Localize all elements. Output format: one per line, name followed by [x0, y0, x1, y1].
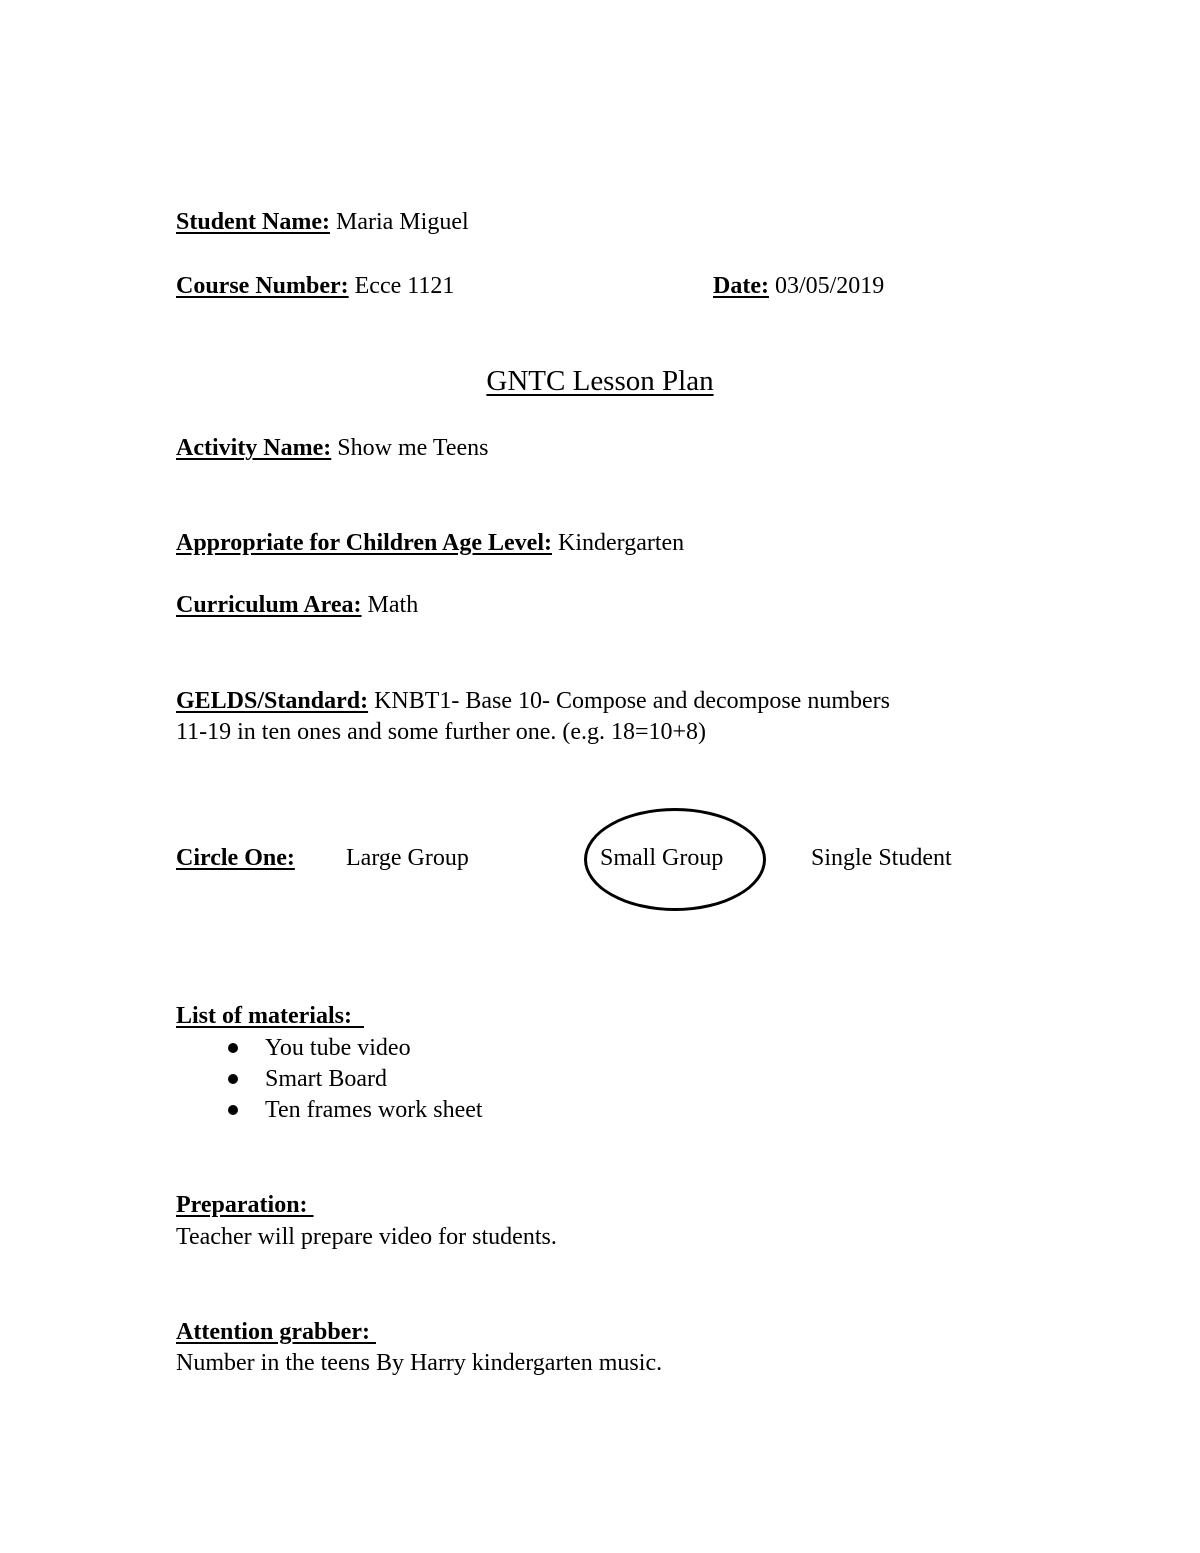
activity-label: Activity Name:: [176, 435, 332, 461]
age-level-value: Kindergarten: [557, 530, 685, 556]
standard-label: GELDS/Standard:: [176, 688, 369, 714]
attention-text: Number in the teens By Harry kindergarten music.: [176, 1350, 663, 1376]
preparation-label: Preparation:: [176, 1192, 314, 1218]
course-number-label: Course Number:: [176, 273, 349, 299]
activity-row: [176, 433, 488, 463]
curriculum-value: Math: [367, 592, 419, 618]
materials-heading: [176, 1001, 364, 1031]
student-name-value: Maria Miguel: [336, 209, 469, 235]
course-number-value: Ecce 1121: [354, 273, 455, 299]
date-value: 03/05/2019: [774, 273, 885, 299]
materials-label: List of materials:: [176, 1003, 364, 1029]
standard-text-line1: KNBT1- Base 10- Compose and decompose numbers: [374, 688, 890, 714]
attention-heading: [176, 1317, 376, 1347]
circle-one-row: [176, 843, 295, 873]
option-small-group: Small Group: [600, 845, 724, 871]
activity-value: Show me Teens: [337, 435, 489, 461]
curriculum-row: [176, 590, 418, 620]
material-item: You tube video: [265, 1035, 411, 1061]
attention-label: Attention grabber:: [176, 1319, 376, 1345]
page-title: [0, 364, 1200, 398]
student-name-label: Student Name:: [176, 209, 330, 235]
standard-continuation: [176, 717, 706, 747]
course-number-row: [176, 271, 454, 301]
curriculum-label: Curriculum Area:: [176, 592, 362, 618]
date-row: [713, 271, 884, 301]
page-title-text: GNTC Lesson Plan: [486, 365, 714, 397]
date-label: Date:: [713, 273, 769, 299]
material-item: Smart Board: [265, 1066, 387, 1092]
material-item: Ten frames work sheet: [265, 1097, 483, 1123]
student-name-row: [176, 207, 469, 237]
preparation-text: Teacher will prepare video for students.: [176, 1224, 557, 1250]
circle-one-label: Circle One:: [176, 845, 295, 871]
age-level-label: Appropriate for Children Age Level:: [176, 530, 552, 556]
bullet-icon: [228, 1074, 238, 1084]
bullet-icon: [228, 1105, 238, 1115]
standard-text-line2: 11-19 in ten ones and some further one. (e.g. 18=10+8): [176, 719, 707, 745]
option-single-student: Single Student: [811, 845, 952, 871]
preparation-heading: [176, 1190, 314, 1220]
age-level-row: [176, 528, 684, 558]
bullet-icon: [228, 1043, 238, 1053]
standard-row: [176, 686, 890, 716]
option-large-group: Large Group: [346, 845, 469, 871]
